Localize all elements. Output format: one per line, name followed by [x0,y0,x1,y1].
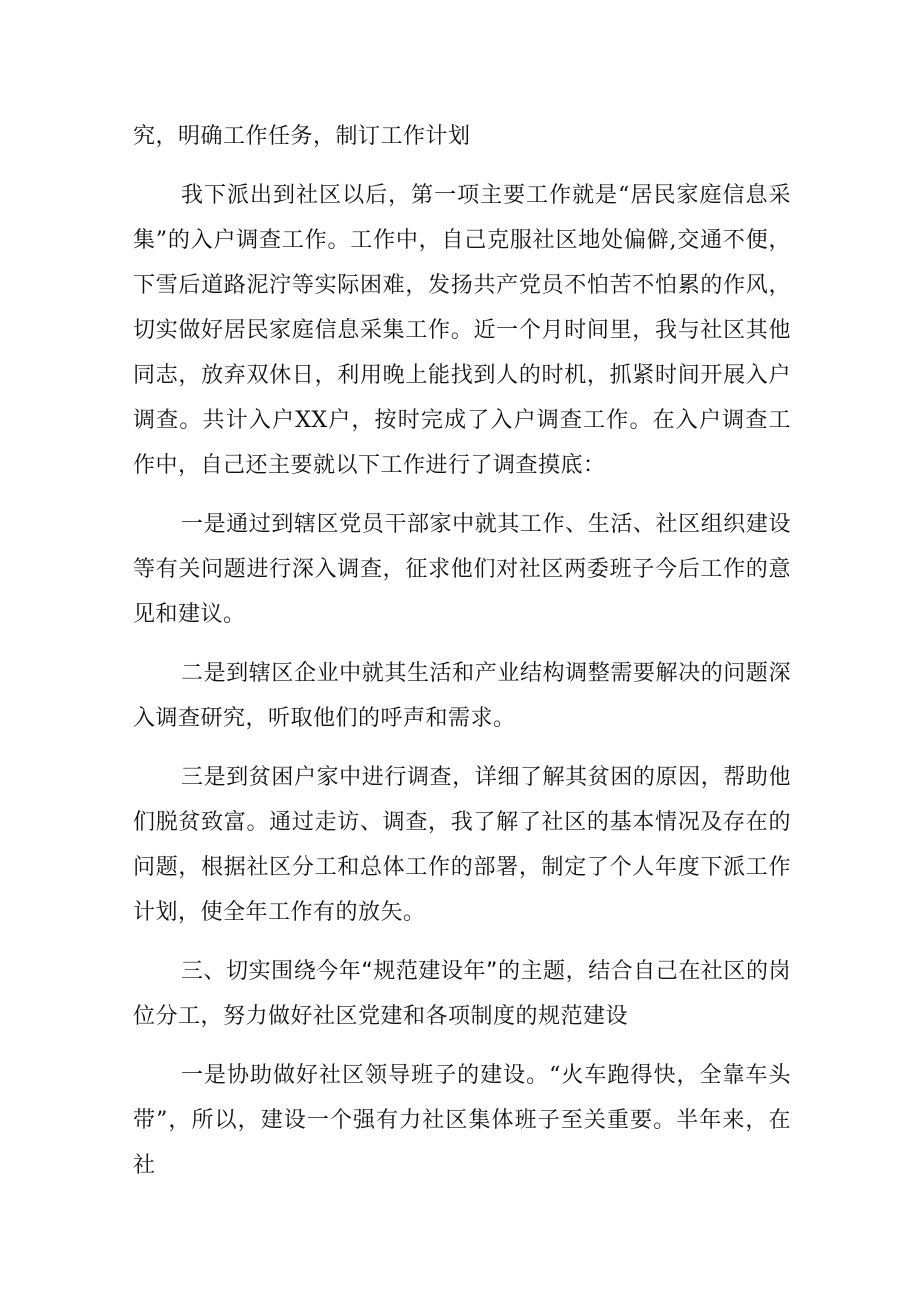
paragraph-poverty-survey: 三是到贫困户家中进行调查，详细了解其贫困的原因，帮助他们脱贫致富。通过走访、调查，我了解了社区的基本情况及存在的问题，根据社区分工和总体工作的部署，制定了个人年度下派工作计划，使全年工作有的放矢。 [133,765,791,925]
section-heading-continuation: 究，明确工作任务，制订工作计划 [133,124,471,149]
document-body [133,114,791,1188]
paragraph-party-members-survey: 一是通过到辖区党员干部家中就其工作、生活、社区组织建设等有关问题进行深入调查，征求他们对社区两委班子今后工作的意见和建议。 [133,512,791,627]
paragraph-leadership-building: 一是协助做好社区领导班子的建设。“火车跑得快，全靠车头带”，所以，建设一个强有力社区集体班子至关重要。半年来，在社 [133,1063,791,1178]
paragraph-household-survey: 我下派出到社区以后，第一项主要工作就是“居民家庭信息采集”的入户调查工作。工作中，自己克服社区地处偏僻,交通不便，下雪后道路泥泞等实际困难，发扬共产党员不怕苦不怕累的作风，切实做好居民家庭信息采集工作。近一个月时间里，我与社区其他同志，放弃双休日，利用晚上能找到人的时机，抓紧时间开展入户调查。共计入户XX户，按时完成了入户调查工作。在入户调查工作中，自己还主要就以下工作进行了调查摸底： [133,183,791,478]
paragraph-enterprise-survey: 二是到辖区企业中就其生活和产业结构调整需要解决的问题深入调查研究，听取他们的呼声和需求。 [133,661,791,731]
section-heading-three: 三、切实围绕今年“规范建设年”的主题，结合自己在社区的岗位分工，努力做好社区党建和各项制度的规范建设 [133,959,791,1029]
